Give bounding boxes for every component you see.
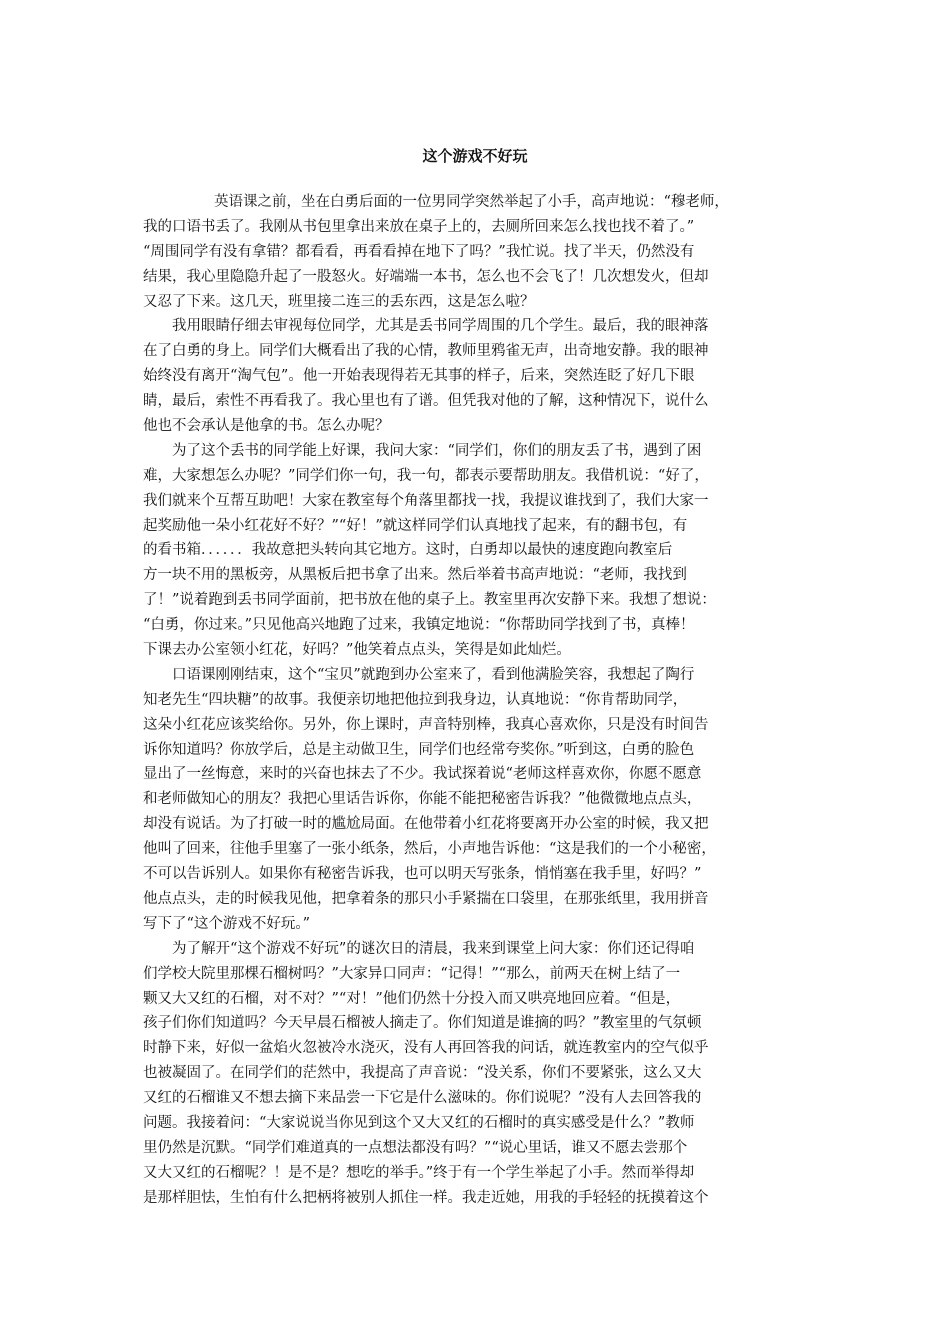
text-line: 他叫了回来，往他手里塞了一张小纸条，然后，小声地告诉他：“这是我们的一个小秘密，: [143, 841, 716, 858]
text-line: 我们就来个互帮互助吧！大家在教室每个角落里都找一找，我提议谁找到了，我们大家一: [143, 492, 709, 509]
text-line: 也被凝固了。在同学们的茫然中，我提高了声音说：“没关系，你们不要紧张，这么又大: [143, 1065, 702, 1082]
text-line: 和老师做知心的朋友？我把心里话告诉你，你能不能把秘密告诉我？”他微微地点点头，: [143, 791, 702, 808]
text-line: 问题。我接着问：“大家说说当你见到这个又大又红的石榴时的真实感受是什么？”教师: [143, 1114, 695, 1131]
text-line: 写下了“这个游戏不好玩。”: [143, 915, 311, 932]
text-line: 们学校大院里那棵石榴树吗？”大家异口同声：“记得！”“那么，前两天在树上结了一: [143, 965, 681, 982]
text-line: 为了这个丢书的同学能上好课，我问大家：“同学们，你们的朋友丢了书，遇到了困: [172, 442, 702, 459]
text-line: 孩子们你们知道吗？今天早晨石榴被人摘走了。你们知道是谁摘的吗？”教室里的气氛顿: [143, 1015, 702, 1032]
text-line: 里仍然是沉默。“同学们难道真的一点想法都没有吗？”“说心里话，谁又不愿去尝那个: [143, 1139, 688, 1156]
text-line: “白勇，你过来。”只见他高兴地跑了过来，我镇定地说：“你帮助同学找到了书，真棒！: [143, 617, 695, 634]
text-line: 时静下来，好似一盆焰火忽被冷水浇灭，没有人再回答我的问话，就连教室内的空气似乎: [143, 1040, 709, 1057]
text-line: 起奖励他一朵小红花好不好？”“好！”就这样同学们认真地找了起来，有的翻书包，有: [143, 517, 688, 534]
text-line: 了！”说着跑到丢书同学面前，把书放在他的桌子上。教室里再次安静下来。我想了想说：: [143, 592, 716, 609]
text-line: 睛，最后，索性不再看我了。我心里也有了谱。但凭我对他的了解，这种情况下，说什么: [143, 393, 709, 410]
text-line: 在了白勇的身上。同学们大概看出了我的心情，教师里鸦雀无声，出奇地安静。我的眼神: [143, 343, 709, 360]
text-line: 显出了一丝悔意，来时的兴奋也抹去了不少。我试探着说“老师这样喜欢你，你愿不愿意: [143, 766, 702, 783]
text-line: “周围同学有没有拿错？都看看，再看看掉在地下了吗？”我忙说。找了半天，仍然没有: [143, 243, 695, 260]
text-line: 是那样胆怯，生怕有什么把柄将被别人抓住一样。我走近她，用我的手轻轻的抚摸着这个: [143, 1189, 709, 1206]
document-body: [143, 190, 811, 1211]
text-line: 口语课刚刚结束，这个“宝贝”就跑到办公室来了，看到他满脸笑容，我想起了陶行: [172, 666, 695, 683]
text-line: 我的口语书丢了。我刚从书包里拿出来放在桌子上的，去厕所回来怎么找也找不着了。”: [143, 218, 695, 235]
text-line: 又忍了下来。这几天，班里接二连三的丢东西，这是怎么啦？: [143, 293, 535, 310]
text-line: 为了解开“这个游戏不好玩”的谜次日的清晨，我来到课堂上问大家：你们还记得咱: [172, 940, 695, 957]
text-line: 英语课之前，坐在白勇后面的一位男同学突然举起了小手，高声地说：“穆老师，: [214, 194, 729, 210]
text-line: 这朵小红花应该奖给你。另外，你上课时，声音特别棒，我真心喜欢你，只是没有时间告: [143, 716, 709, 733]
text-line: 不可以告诉别人。如果你有秘密告诉我，也可以明天写张条，悄悄塞在我手里，好吗？”: [143, 866, 702, 883]
text-line: 却没有说话。为了打破一时的尴尬局面。在他带着小红花将要离开办公室的时候，我又把: [143, 816, 709, 833]
text-line: 诉你知道吗？你放学后，总是主动做卫生，同学们也经常夸奖你。”听到这，白勇的脸色: [143, 741, 695, 758]
text-line: 方一块不用的黑板旁，从黑板后把书拿了出来。然后举着书高声地说：“老师，我找到: [143, 567, 687, 584]
text-line: 我用眼睛仔细去审视每位同学，尤其是丢书同学周围的几个学生。最后，我的眼神落: [172, 318, 709, 335]
text-line: 下课去办公室领小红花，好吗？”他笑着点点头，笑得是如此灿烂。: [143, 642, 571, 659]
text-line: 他也不会承认是他拿的书。怎么办呢？: [143, 418, 390, 435]
text-line: 又红的石榴谁又不想去摘下来品尝一下它是什么滋味的。你们说呢？”没有人去回答我的: [143, 1090, 702, 1107]
text-line: 他点点头，走的时候我见他，把拿着条的那只小手紧揣在口袋里，在那张纸里，我用拼音: [143, 890, 709, 907]
text-line: 始终没有离开“淘气包”。他一开始表现得若无其事的样子，后来，突然连眨了好几下眼: [143, 368, 695, 385]
text-line: 的看书箱．．．．．．我故意把头转向其它地方。这时，白勇却以最快的速度跑向教室后: [143, 542, 673, 559]
text-line: 知老先生“四块糖”的故事。我便亲切地把他拉到我身边，认真地说：“你肯帮助同学，: [143, 691, 688, 708]
text-line: 结果，我心里隐隐升起了一股怒火。好端端一本书，怎么也不会飞了！几次想发火，但却: [143, 268, 709, 285]
document-title: 这个游戏不好玩: [422, 147, 528, 165]
text-line: 难，大家想怎么办呢？”同学们你一句，我一句，都表示要帮助朋友。我借机说：“好了，: [143, 467, 709, 484]
text-line: 又大又红的石榴呢？！是不是？想吃的举手。”终于有一个学生举起了小手。然而举得却: [143, 1164, 695, 1181]
text-line: 颗又大又红的石榴，对不对？”“对！”他们仍然十分投入而又哄亮地回应着。“但是，: [143, 990, 681, 1007]
